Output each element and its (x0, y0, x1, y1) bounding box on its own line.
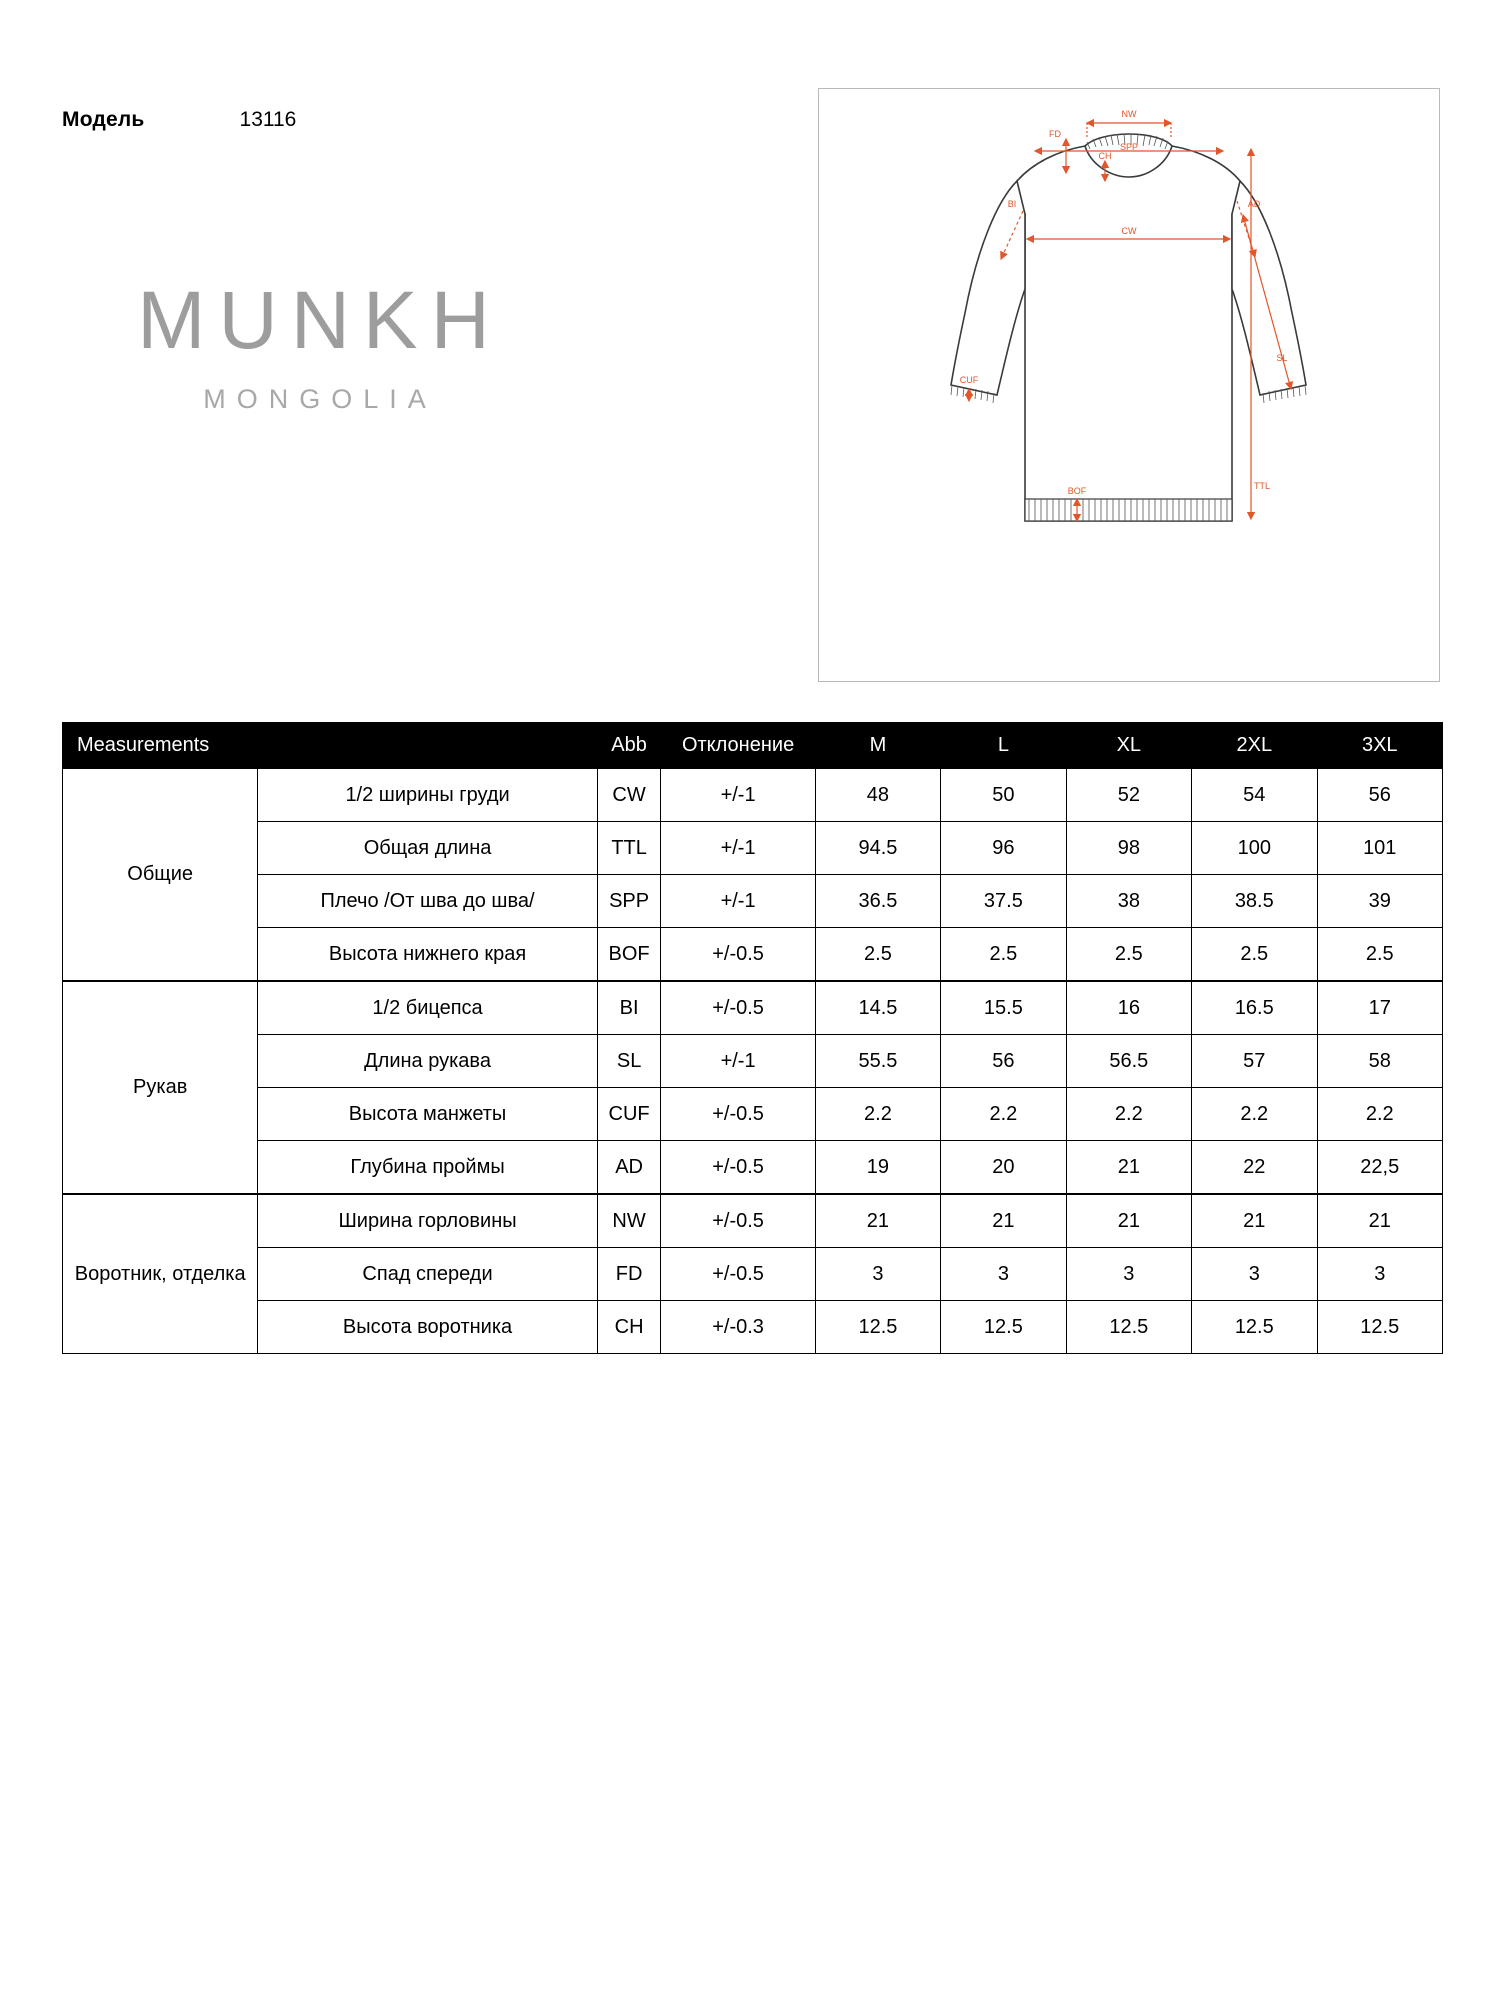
measurement-name: Спад спереди (258, 1248, 597, 1301)
value-l: 21 (941, 1194, 1066, 1248)
measurement-abb: TTL (597, 822, 661, 875)
value-l: 50 (941, 769, 1066, 822)
value-xl: 12.5 (1066, 1301, 1191, 1354)
measurement-abb: CW (597, 769, 661, 822)
measurement-deviation: +/-0.5 (661, 981, 815, 1035)
measurement-name: 1/2 ширины груди (258, 769, 597, 822)
value-l: 96 (941, 822, 1066, 875)
label-ad: AD (1247, 199, 1261, 209)
value-3xl: 17 (1317, 981, 1442, 1035)
label-fd: FD (1049, 129, 1061, 139)
value-2xl: 57 (1192, 1035, 1317, 1088)
value-3xl: 21 (1317, 1194, 1442, 1248)
value-m: 21 (815, 1194, 940, 1248)
value-xl: 98 (1066, 822, 1191, 875)
measurement-name: Глубина проймы (258, 1141, 597, 1195)
value-2xl: 54 (1192, 769, 1317, 822)
table-row (63, 822, 1443, 875)
measurement-name: Плечо /От шва до шва/ (258, 875, 597, 928)
value-2xl: 100 (1192, 822, 1317, 875)
logo-subtitle: MONGOLIA (203, 384, 437, 414)
measurement-abb: AD (597, 1141, 661, 1195)
value-l: 12.5 (941, 1301, 1066, 1354)
measurement-deviation: +/-0.5 (661, 1141, 815, 1195)
header-size-m: M (815, 723, 940, 769)
value-2xl: 3 (1192, 1248, 1317, 1301)
value-xl: 52 (1066, 769, 1191, 822)
label-bof: BOF (1067, 486, 1087, 496)
measurement-deviation: +/-0.5 (661, 1088, 815, 1141)
header-measurements: Measurements (63, 723, 598, 769)
measurement-abb: CH (597, 1301, 661, 1354)
garment-outline (951, 134, 1306, 521)
value-xl: 21 (1066, 1141, 1191, 1195)
group-label-collar: Воротник, отделка (63, 1194, 258, 1354)
label-nw: NW (1121, 109, 1137, 119)
model-label: Модель (62, 108, 145, 131)
value-2xl: 12.5 (1192, 1301, 1317, 1354)
table-header-row (63, 723, 1443, 769)
value-l: 56 (941, 1035, 1066, 1088)
header-size-2xl: 2XL (1192, 723, 1317, 769)
value-xl: 2.5 (1066, 928, 1191, 982)
measurement-name: Высота нижнего края (258, 928, 597, 982)
measurement-abb: NW (597, 1194, 661, 1248)
value-m: 48 (815, 769, 940, 822)
measurement-name: 1/2 бицепса (258, 981, 597, 1035)
model-row (62, 108, 296, 132)
header-size-l: L (941, 723, 1066, 769)
table-row (63, 1088, 1443, 1141)
value-m: 19 (815, 1141, 940, 1195)
hem-ribbing (1025, 499, 1232, 521)
value-3xl: 22,5 (1317, 1141, 1442, 1195)
value-xl: 3 (1066, 1248, 1191, 1301)
measurement-deviation: +/-1 (661, 822, 815, 875)
measurement-name: Высота манжеты (258, 1088, 597, 1141)
table-row (63, 928, 1443, 982)
value-l: 20 (941, 1141, 1066, 1195)
value-l: 3 (941, 1248, 1066, 1301)
value-3xl: 2.5 (1317, 928, 1442, 982)
value-3xl: 56 (1317, 769, 1442, 822)
table-row (63, 875, 1443, 928)
label-spp: SPP (1119, 142, 1139, 152)
value-3xl: 101 (1317, 822, 1442, 875)
value-2xl: 21 (1192, 1194, 1317, 1248)
value-m: 2.2 (815, 1088, 940, 1141)
table-row (63, 1248, 1443, 1301)
value-3xl: 58 (1317, 1035, 1442, 1088)
measurement-abb: SPP (597, 875, 661, 928)
value-m: 14.5 (815, 981, 940, 1035)
value-2xl: 16.5 (1192, 981, 1317, 1035)
label-ttl: TTL (1253, 481, 1271, 491)
measurement-abb: BOF (597, 928, 661, 982)
value-xl: 38 (1066, 875, 1191, 928)
measurement-abb: SL (597, 1035, 661, 1088)
measurement-deviation: +/-0.5 (661, 928, 815, 982)
label-bi: BI (1007, 199, 1017, 209)
label-cw: CW (1121, 226, 1137, 236)
measurement-name: Общая длина (258, 822, 597, 875)
table-row (63, 1141, 1443, 1195)
label-sl: SL (1276, 353, 1288, 363)
group-label-general: Общие (63, 769, 258, 982)
value-3xl: 12.5 (1317, 1301, 1442, 1354)
value-xl: 2.2 (1066, 1088, 1191, 1141)
technical-drawing (818, 88, 1440, 682)
value-l: 2.5 (941, 928, 1066, 982)
value-2xl: 2.2 (1192, 1088, 1317, 1141)
table-row (63, 1194, 1443, 1248)
value-l: 2.2 (941, 1088, 1066, 1141)
header-deviation: Отклонение (661, 723, 815, 769)
value-xl: 56.5 (1066, 1035, 1191, 1088)
measurement-deviation: +/-0.5 (661, 1194, 815, 1248)
value-m: 2.5 (815, 928, 940, 982)
measurement-deviation: +/-1 (661, 769, 815, 822)
label-cuf: CUF (959, 375, 979, 385)
value-m: 12.5 (815, 1301, 940, 1354)
measurement-deviation: +/-0.5 (661, 1248, 815, 1301)
table-row (63, 1035, 1443, 1088)
value-l: 37.5 (941, 875, 1066, 928)
value-m: 94.5 (815, 822, 940, 875)
header-abb: Abb (597, 723, 661, 769)
measurement-abb: FD (597, 1248, 661, 1301)
value-2xl: 38.5 (1192, 875, 1317, 928)
value-m: 36.5 (815, 875, 940, 928)
label-ch: CH (1098, 151, 1112, 161)
measurement-name: Высота воротника (258, 1301, 597, 1354)
measurement-deviation: +/-1 (661, 1035, 815, 1088)
value-3xl: 3 (1317, 1248, 1442, 1301)
value-m: 3 (815, 1248, 940, 1301)
header-size-3xl: 3XL (1317, 723, 1442, 769)
value-xl: 21 (1066, 1194, 1191, 1248)
measurement-name: Ширина горловины (258, 1194, 597, 1248)
value-3xl: 2.2 (1317, 1088, 1442, 1141)
table-row (63, 1301, 1443, 1354)
value-2xl: 2.5 (1192, 928, 1317, 982)
model-number: 13116 (239, 108, 297, 131)
header-size-xl: XL (1066, 723, 1191, 769)
measurements-table (62, 722, 1443, 1354)
value-3xl: 39 (1317, 875, 1442, 928)
group-label-sleeve: Рукав (63, 981, 258, 1194)
measurement-name: Длина рукава (258, 1035, 597, 1088)
table-row (63, 769, 1443, 822)
value-2xl: 22 (1192, 1141, 1317, 1195)
measurement-deviation: +/-1 (661, 875, 815, 928)
measurement-abb: CUF (597, 1088, 661, 1141)
measurement-deviation: +/-0.3 (661, 1301, 815, 1354)
value-m: 55.5 (815, 1035, 940, 1088)
logo-wordmark: MUNKH (137, 275, 503, 366)
measurement-abb: BI (597, 981, 661, 1035)
table-row (63, 981, 1443, 1035)
value-xl: 16 (1066, 981, 1191, 1035)
brand-logo (110, 275, 530, 415)
value-l: 15.5 (941, 981, 1066, 1035)
